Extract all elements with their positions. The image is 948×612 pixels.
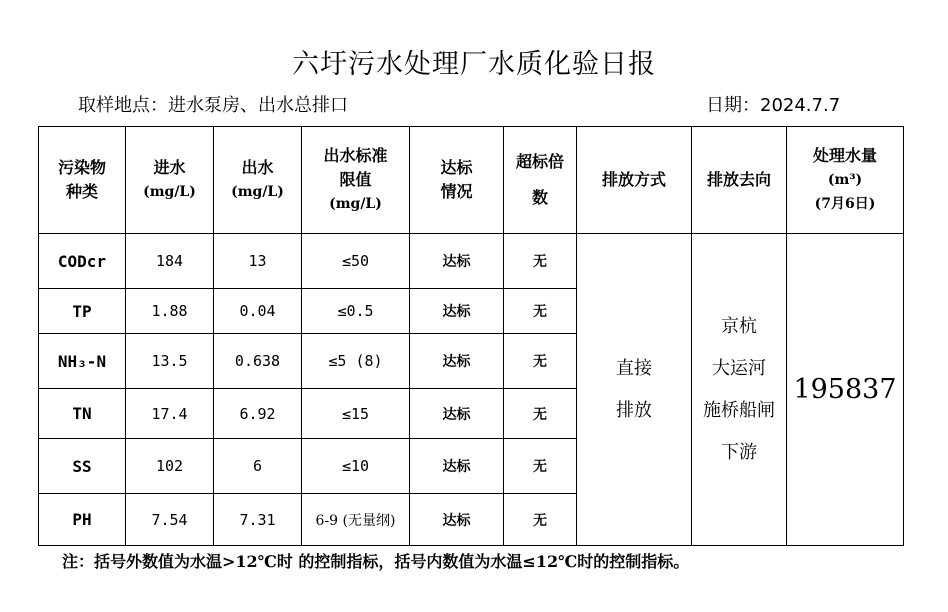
- status-value: 达标: [410, 334, 504, 389]
- exceed-value: 无: [504, 389, 577, 439]
- outflow-value: 7.31: [214, 494, 302, 546]
- treated-volume: 195837: [787, 234, 904, 546]
- sampling-location: 取样地点：进水泵房、出水总排口: [78, 95, 348, 116]
- discharge-method-line1: 直接: [616, 357, 652, 379]
- header-exceed: [504, 127, 577, 234]
- limit-value: ≤5 (8): [302, 334, 410, 389]
- header-outflow-line1: 出水: [241, 158, 274, 177]
- header-volume-line3: (7月6日): [814, 196, 876, 212]
- pollutant-type: TN: [39, 389, 126, 439]
- table-row: [39, 234, 904, 289]
- inflow-value: 102: [126, 439, 214, 494]
- header-limit-line3: (mg/L): [329, 196, 382, 212]
- limit-value: ≤15: [302, 389, 410, 439]
- header-inflow: [126, 127, 214, 234]
- outflow-value: 0.638: [214, 334, 302, 389]
- outflow-value: 13: [214, 234, 302, 289]
- discharge-method-line2: 排放: [616, 399, 652, 421]
- exceed-value: 无: [504, 289, 577, 334]
- header-outflow-line2: (mg/L): [231, 184, 284, 200]
- limit-value: ≤0.5: [302, 289, 410, 334]
- header-type-line1: 污染物: [57, 158, 106, 177]
- discharge-destination-line3: 施桥船闸: [703, 399, 775, 421]
- header-type: [39, 127, 126, 234]
- header-inflow-line2: (mg/L): [143, 184, 196, 200]
- pollutant-type: TP: [39, 289, 126, 334]
- pollutant-type: CODcr: [39, 234, 126, 289]
- discharge-method: [577, 234, 692, 546]
- report-date: 日期：2024.7.7: [706, 95, 841, 116]
- exceed-value: 无: [504, 439, 577, 494]
- inflow-value: 13.5: [126, 334, 214, 389]
- header-method: 排放方式: [577, 127, 692, 234]
- outflow-value: 6: [214, 439, 302, 494]
- outflow-value: 0.04: [214, 289, 302, 334]
- discharge-destination: [692, 234, 787, 546]
- header-exceed-line1: 超标倍: [515, 152, 564, 171]
- header-destination: 排放去向: [692, 127, 787, 234]
- exceed-value: 无: [504, 334, 577, 389]
- inflow-value: 1.88: [126, 289, 214, 334]
- header-status-line2: 情况: [440, 182, 473, 201]
- pollutant-type: PH: [39, 494, 126, 546]
- header-volume-line2: (m³): [827, 172, 863, 188]
- limit-value: ≤50: [302, 234, 410, 289]
- inflow-value: 184: [126, 234, 214, 289]
- inflow-value: 7.54: [126, 494, 214, 546]
- footnote: 注：括号外数值为水温>12℃时 的控制指标，括号内数值为水温≤12℃时的控制指标。: [62, 552, 690, 571]
- status-value: 达标: [410, 439, 504, 494]
- report-title: 六圩污水处理厂水质化验日报: [292, 49, 656, 80]
- header-status-line1: 达标: [440, 158, 473, 177]
- header-type-line2: 种类: [65, 182, 98, 201]
- header-status: [410, 127, 504, 234]
- pollutant-type: SS: [39, 439, 126, 494]
- exceed-value: 无: [504, 234, 577, 289]
- status-value: 达标: [410, 234, 504, 289]
- header-outflow: [214, 127, 302, 234]
- header-inflow-line1: 进水: [153, 158, 186, 177]
- status-value: 达标: [410, 494, 504, 546]
- discharge-destination-line4: 下游: [721, 441, 757, 463]
- header-limit-line2: 限值: [339, 170, 372, 189]
- header-exceed-line2: 数: [531, 188, 548, 207]
- header-row: [39, 127, 904, 234]
- outflow-value: 6.92: [214, 389, 302, 439]
- status-value: 达标: [410, 289, 504, 334]
- discharge-destination-line2: 大运河: [712, 357, 766, 379]
- status-value: 达标: [410, 389, 504, 439]
- limit-value: ≤10: [302, 439, 410, 494]
- inflow-value: 17.4: [126, 389, 214, 439]
- header-limit-line1: 出水标准: [323, 146, 388, 165]
- header-volume: [787, 127, 904, 234]
- water-quality-table: [38, 126, 904, 546]
- header-limit: [302, 127, 410, 234]
- limit-value: 6-9 (无量纲): [302, 494, 410, 546]
- pollutant-type: NH₃-N: [39, 334, 126, 389]
- header-volume-line1: 处理水量: [812, 146, 877, 165]
- discharge-destination-line1: 京杭: [721, 315, 757, 337]
- exceed-value: 无: [504, 494, 577, 546]
